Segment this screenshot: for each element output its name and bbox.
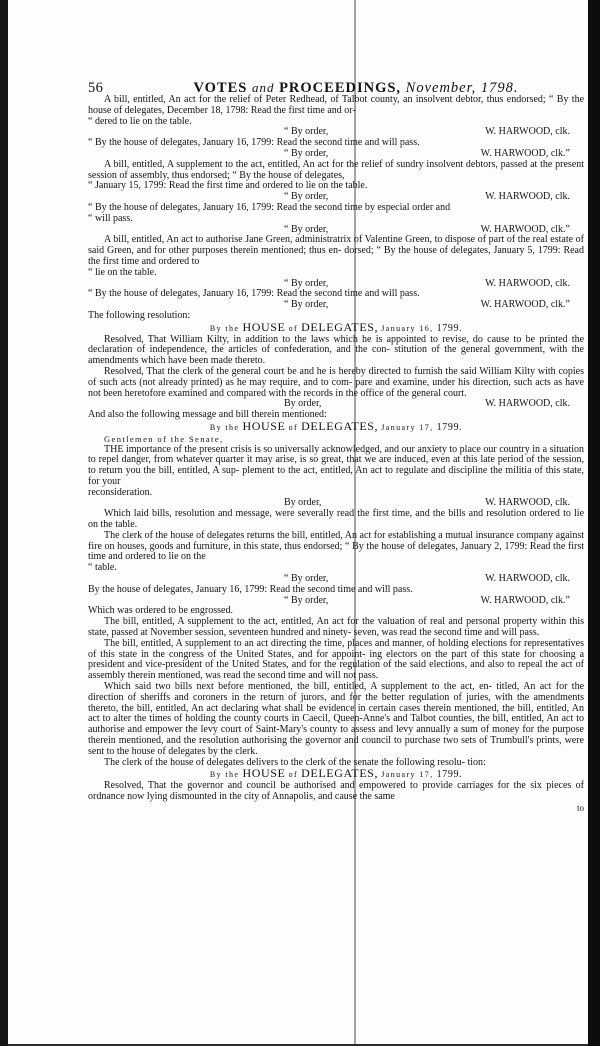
section-heading: By the HOUSE of DELEGATES, January 17, 1799. — [209, 418, 463, 433]
text-line: Which was ordered to be engrossed. — [88, 605, 233, 617]
signature-line: “ By order, W. HARWOOD, clk. — [284, 191, 570, 203]
signature-line: “ By order, W. HARWOOD, clk.” — [284, 223, 570, 235]
text-line: “ By the house of delegates, January 16, 1799: Read the second time and will pass. — [88, 137, 420, 149]
text-line: And also the following message and bill therein mentioned: — [88, 409, 327, 421]
text-line: The following resolution: — [88, 309, 191, 321]
text-line: By the house of delegates, January 16, 1799: Read the second time and will pass. — [88, 583, 413, 595]
text-line: “ dered to lie on the table. — [88, 115, 192, 127]
salutation: Gentlemen of the Senate, — [104, 433, 224, 444]
resolution-paragraph: Resolved, That the clerk of the general court be and he is hereby directed to furnish the said William Kilty with copies of such acts (not already printed) as he may require, and to com- pare and examine, under his direction, such acts as have not been heretofore examined and compared with the records in the office of the general court. — [88, 365, 584, 399]
paragraph: The bill, entitled, A supplement to an act directing the time, places and manner, of holding elections for representatives of this state in the congress of the United States, and for appoint- ing electors on the part of this state for choosing a president and vice-president of the United States, and for the regulation of the said elections, and also to repeal the act of assembly therein mentioned, was read the second time and will not pass. — [88, 637, 585, 682]
text-line: “ By the house of delegates, January 16, 1799: Read the second time by especial order and — [88, 201, 451, 213]
paragraph: The bill, entitled, A supplement to the act, entitled, An act for the valuation of real and personal property within this state, passed at November session, seventeen hundred and ninety- seven, was read the second time and will pass. — [88, 616, 584, 639]
signature-line: By order, W. HARWOOD, clk. — [284, 398, 570, 410]
section-heading: By the HOUSE of DELEGATES, January 17, 1799. — [209, 766, 463, 781]
signature-line: “ By order, W. HARWOOD, clk.” — [284, 147, 570, 159]
paragraph: The clerk of the house of delegates delivers to the clerk of the senate the following resolu- tion: — [104, 756, 486, 768]
bill-paragraph: A bill, entitled, A supplement to the act, entitled, An act for the relief of sundry insolvent debtors, passed at the present session of assembly, thus endorsed; “ By the house of delegates, — [88, 158, 584, 181]
bill-paragraph: A bill, entitled, An act to authorise Jane Green, administratrix of Valentine Green, to dispose of part of the real estate of said Green, and for other purposes therein mentioned; thus en- dorsed; “ By the house of delegates, January 5, 1799: Read the first time and ordered to — [88, 234, 584, 267]
paragraph: Which said two bills next before mentioned, the bill, entitled, A supplement to the act, en- titled, An act for the direction of sheriffs and coroners in the return of jurors, and for the better regulation of juries, with the amendments thereto, the bill, entitled, An act declaring what shall be evidence in certain cases therein mentioned, the bill, entitled, An act to alter the times of holding the county courts in Caecil, Queen-Anne's and Talbot counties, the bill, entitled, An act to authorise and empower the levy court of Saint-Mary's county to assess and levy annually a sum of money for the purpose therein mentioned, and the resolution authorising the governor and council to purchase two sets of Trumbull's prints, were sent to the house of delegates by the clerk. — [88, 681, 585, 757]
text-line: “ By the house of delegates, January 16, 1799: Read the second time and will pass. — [88, 288, 420, 300]
signature-line: “ By order, W. HARWOOD, clk.” — [284, 299, 570, 311]
signature-line: By order, W. HARWOOD, clk. — [284, 497, 570, 509]
section-heading: By the HOUSE of DELEGATES, January 16, 1799. — [209, 319, 463, 334]
signature-line: “ By order, W. HARWOOD, clk. — [284, 126, 570, 138]
signature-line: “ By order, W. HARWOOD, clk. — [284, 277, 570, 289]
bill-paragraph: A bill, entitled, An act for the relief of Peter Redhead, of Talbot county, an insolvent debtor, thus endorsed; “ By the house of delegates, December 18, 1798: Read the first time and or- — [88, 94, 585, 116]
text-line: “ table. — [88, 562, 117, 574]
resolution-paragraph: Resolved, That William Kilty, in addition to the laws which he is appointed to revise, do cause to be printed the declaration of independence, the articles of confederation, and the con- stitution of the general government, with the amendments which have been made thereto. — [88, 333, 585, 367]
signature-line: “ By order, W. HARWOOD, clk.” — [284, 594, 570, 606]
document-page — [8, 0, 588, 1044]
text-line: “ January 15, 1799: Read the first time and ordered to lie on the table. — [88, 180, 368, 192]
paragraph: Which laid bills, resolution and message, were severally read the first time, and the bills and resolution ordered to lie on the table. — [88, 508, 585, 531]
scan-right-edge — [588, 0, 600, 1046]
running-header — [88, 72, 584, 97]
text-line: “ will pass. — [88, 212, 133, 224]
paragraph: The clerk of the house of delegates returns the bill, entitled, An act for establishing a mutual insurance company against fire on houses, goods and furniture, in this state, thus endorsed; “ By the house of delegates, January 2, 1799: Read the first time and ordered to lie on the — [88, 529, 585, 563]
page-text — [88, 72, 584, 814]
text-line: “ lie on the table. — [88, 266, 157, 278]
message-paragraph: THE importance of the present crisis is so universally acknowledged, and our anxiety to place our country in a situation to repel danger, from whatever quarter it may arise, is so great, that we are induced, even at this late period of the session, to return you the bill, entitled, A sup- plement to the act, entitled, An act to regulate and discipline the militia of this state, for your — [88, 443, 585, 487]
page-title: VOTES and PROCEEDINGS, November, 1798. — [193, 80, 519, 97]
page-number: 56 — [88, 80, 104, 97]
text-line: reconsideration. — [88, 486, 153, 498]
scan-left-edge — [0, 0, 8, 1046]
resolution-paragraph: Resolved, That the governor and council be authorised and empowered to provide carriages for the six pieces of ordnance now lying dismounted in the city of Annapolis, and cause the same — [88, 780, 584, 802]
catchword: to — [576, 802, 584, 813]
signature-line: “ By order, W. HARWOOD, clk. — [284, 573, 570, 585]
